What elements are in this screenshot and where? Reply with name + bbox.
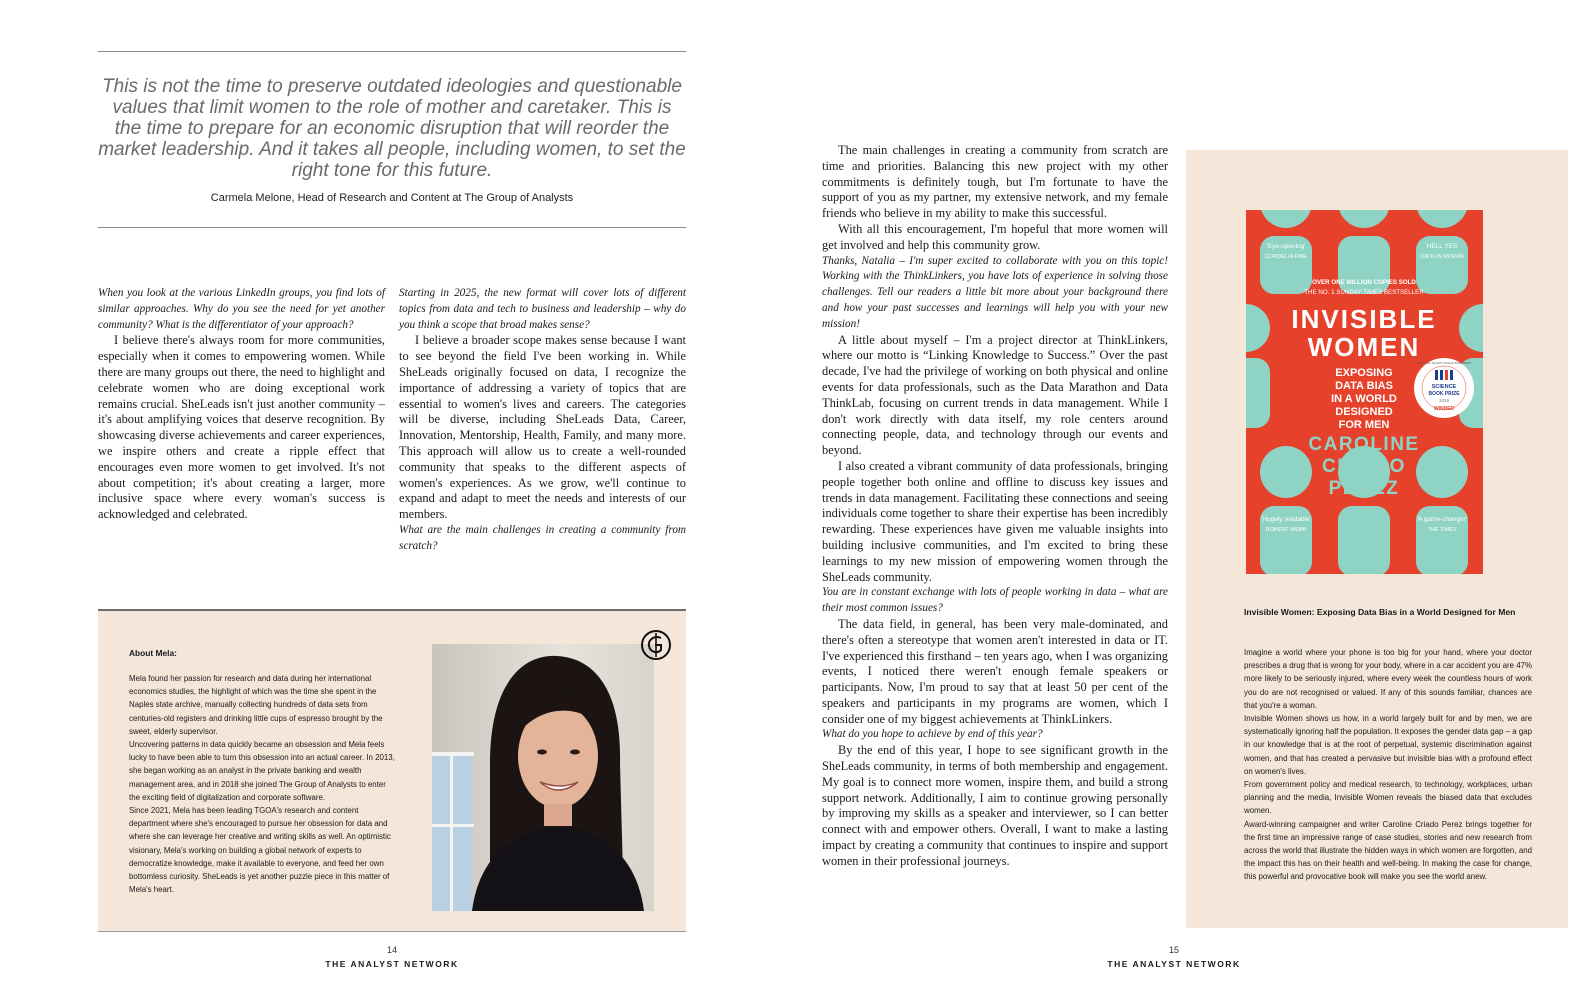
article-column-2 [399,286,686,555]
logo-icon [640,629,672,661]
quote-attribution: Carmela Melone, Head of Research and Content at The Group of Analysts [210,192,574,204]
cover-subtitle: FOR MEN [1338,419,1390,431]
article-column-1 [98,286,385,523]
cover-quote: 'Hugely readable' [1261,516,1311,523]
cover-author: PEREZ [1328,478,1400,499]
cover-subtitle: IN A WORLD [1331,393,1397,405]
prize-text: WINNER [1433,406,1455,412]
quote-top-rule [98,51,686,52]
cover-subtitle: EXPOSING [1335,367,1393,379]
about-paragraph: Uncovering patterns in data quickly became an obsession and Mela feels lucky to have been able to turn this obsession into an actual career. In 2013, she began working as an analyst in the private banking and wealth management area, and in 2018 she joined The Group of Analysts to enter the exciting field of digitalization and corporate software. [129,740,395,802]
cover-sales: OVER ONE MILLION COPIES SOLD [1312,279,1416,286]
cover-quote-source: ROBERT WEBB [1265,527,1307,533]
prize-year: 2019 [1438,398,1450,403]
publication-name: THE ANALYST NETWORK [325,959,459,969]
prize-ring-text: THE ROYAL SOCIETY INSIGHT INVESTMENT [1416,362,1472,365]
prize-text: BOOK PRIZE [1428,391,1460,397]
interview-answer: I believe there's always room for more communities, especially when it comes to empowering women. While there are many groups out there, the need to highlight and celebrate women who are doing exceptional work remains crucial. SheLeads isn't just another community – it's about amplifying voices that deserve recognition. By showcasing diverse achievements and career experiences, we inspire others and create a ripple effect that encourages even more women to get involved. It's not about competition; it's about creating a larger, more inclusive space where every woman's success is acknowledged and celebrated. [98,333,385,522]
about-text [129,672,399,896]
prize-text: SCIENCE [1431,384,1457,390]
cover-subtitle: DATA BIAS [1335,380,1393,392]
book-description-paragraph: Imagine a world where your phone is too big for your hand, where your doctor prescribes a drug that is wrong for your body, where in a car accident you are 47% more likely to be seriously injured, where every week the countless hours of work you do are not recognised or valued. If any of this sounds familiar, chances are that you're a woman. [1244,648,1532,710]
interview-question: Thanks, Natalia – I'm super excited to collaborate with you on this topic! Working with the ThinkLinkers, you have lots of experience in solving those challenges. Tell our readers a little bit more about your background there and how your past successes and learnings will help you with your new mission! [822,254,1168,330]
about-paragraph: Mela found her passion for research and data during her international economics studies, the highlight of which was the time she spent in the Naples state archive, manually collecting hundreds of data sets from centuries-old registers and drinking little cups of espresso brought by the sweet, elderly supervisor. [129,674,383,736]
interview-answer: I also created a vibrant community of data professionals, bringing people together both online and offline to discuss key issues and trends in data management. Facilitating these connections and seeing individuals come together to share their expertise has been incredibly rewarding. These experiences have given me valuable insights into building inclusive communities, and I'm excited to bring these learnings to my new mission of empowering women through the SheLeads community. [822,458,1168,584]
interview-question: You are in constant exchange with lots of people working in data – what are their most common issues? [822,586,1168,615]
cover-quote-source: THE TIMES [1427,527,1457,533]
interview-question: What do you hope to achieve by end of this year? [822,728,1043,741]
interview-answer: By the end of this year, I hope to see significant growth in the SheLeads community, in terms of both membership and engagement. My goal is to connect more women, inspire them, and build a strong support network. Additionally, I aim to continue growing personally by improving my skills as a speaker and interviewer, so I can better connect with and empower others. Overall, I want to make a lasting impact by creating a community that continues to inspire and support women in their professional journeys. [822,743,1168,868]
cover-title: INVISIBLE [1291,304,1437,334]
about-title: About Mela: [129,648,177,658]
page-number: 15 [1168,945,1179,955]
interview-answer: I believe a broader scope makes sense because I want to see beyond the field I've been working in. While SheLeads originally focused on data, I recognize the importance of addressing a variety of topics that are essential to women's lives and careers. The categories will be diverse, including SheLeads Data, Career, Innovation, Mentorship, Health, Family, and many more. This approach will allow us to create a well-rounded community that speaks to the different aspects of women's experiences. As we grow, we'll continue to expand and adapt to meet the needs and interests of our members. [399,333,686,522]
page-number: 14 [386,945,397,955]
book-cover [1246,210,1483,574]
portrait-photo [432,644,654,911]
interview-answer: The main challenges in creating a community from scratch are time and priorities. Balancing this new project with my other commitments is definitely tough, but I'm fortunate to have the support of you as my partner, my extensive network, and my female friends who believe in my ability to make this successful. [822,143,1168,221]
book-description-paragraph: Award-winning campaigner and writer Caroline Criado Perez brings together for the first time an impressive range of case studies, stories and new research from across the world that illustrate the hidden ways in which women are forgotten, and the impact this has on their health and well-being. In making the case for change, this powerful and provocative book will make you see the world anew. [1244,819,1532,882]
interview-question: What are the main challenges in creating a community from scratch? [399,523,686,552]
book-caption: Invisible Women: Exposing Data Bias in a World Designed for Men [1244,607,1516,617]
cover-bestseller: THE NO. 1 SUNDAY TIMES BESTSELLER [1304,289,1424,296]
cover-quote: 'A game-changer' [1416,516,1468,523]
interview-answer: With all this encouragement, I'm hopeful that more women will get involved and help this community grow. [822,221,1168,252]
interview-answer: A little about myself – I'm a project director at ThinkLinkers, where our motto is “Linking Knowledge to Success.” Over the past decade, I've had the privilege of working on both physical and online events for data professionals, such as the Data Marathon and Data ThinkLab, focusing on current trends in data management. While I don't work directly with data itself, my role centers around connecting people, data, and technology through our events and beyond. [822,332,1168,458]
cover-quote: 'Eye-opening' [1266,243,1306,250]
interview-question: Starting in 2025, the new format will cover lots of different topics from data and tech to business and leadership – why do you think a scope that broad makes sense? [399,287,686,331]
cover-author: CRIADO [1322,456,1406,477]
cover-title: WOMEN [1307,332,1421,362]
about-paragraph: Since 2021, Mela has been leading TGOA's research and content department where she's encouraged to pursue her obsession for data and where she can leverage her creative and writing skills as well. An optimistic visionary, Mela's working on building a global network of experts to democratize knowledge, make it available to everyone, and feed her own bottomless curiosity. SheLeads is yet another puzzle piece in this matter of Mela's heart. [129,806,391,895]
cover-author: CAROLINE [1308,434,1420,455]
cover-subtitle: DESIGNED [1335,406,1393,418]
book-description-paragraph: From government policy and medical research, to technology, workplaces, urban planning and the media, Invisible Women reveals the biased data that excludes women. [1244,780,1532,816]
cover-quote-source: CAITLIN MORAN [1420,254,1464,260]
publication-name: THE ANALYST NETWORK [1107,959,1241,969]
cover-quote-source: CORDELIA FINE [1265,254,1307,260]
interview-question: When you look at the various LinkedIn groups, you find lots of similar approaches. Why do you see the need for yet another community? What is the differentiator of your approach? [98,287,385,331]
book-description-paragraph: Invisible Women shows us how, in a world largely built for and by men, we are systematically ignoring half the population. It exposes the gender data gap – a gap in our knowledge that is at the root of perpetual, systemic discrimination against women, and that has created a pervasive but invisible bias with a profound effect on women's lives. [1244,714,1532,776]
interview-answer: The data field, in general, has been very male-dominated, and there's often a stereotype that women aren't interested in data or IT. I've experienced this firsthand – ten years ago, when I was organizing events, I noticed there weren't enough female speakers or participants. Now, I'm proud to say that at least 50 per cent of the speakers and participants in my programs are women, which I consider one of my biggest achievements at ThinkLinkers. [822,616,1168,726]
pull-quote: This is not the time to preserve outdated ideologies and questionable values that limit women to the role of mother and caretaker. This is the time to prepare for an economic disruption that will reorder the market leadership. And it takes all people, including women, to set the right tone for this future. [98,76,686,181]
quote-bottom-rule [98,227,686,228]
cover-quote: 'HELL YES' [1425,243,1459,250]
article-column-3 [822,143,1168,870]
book-description [1244,646,1532,884]
prize-badge [1414,358,1474,418]
